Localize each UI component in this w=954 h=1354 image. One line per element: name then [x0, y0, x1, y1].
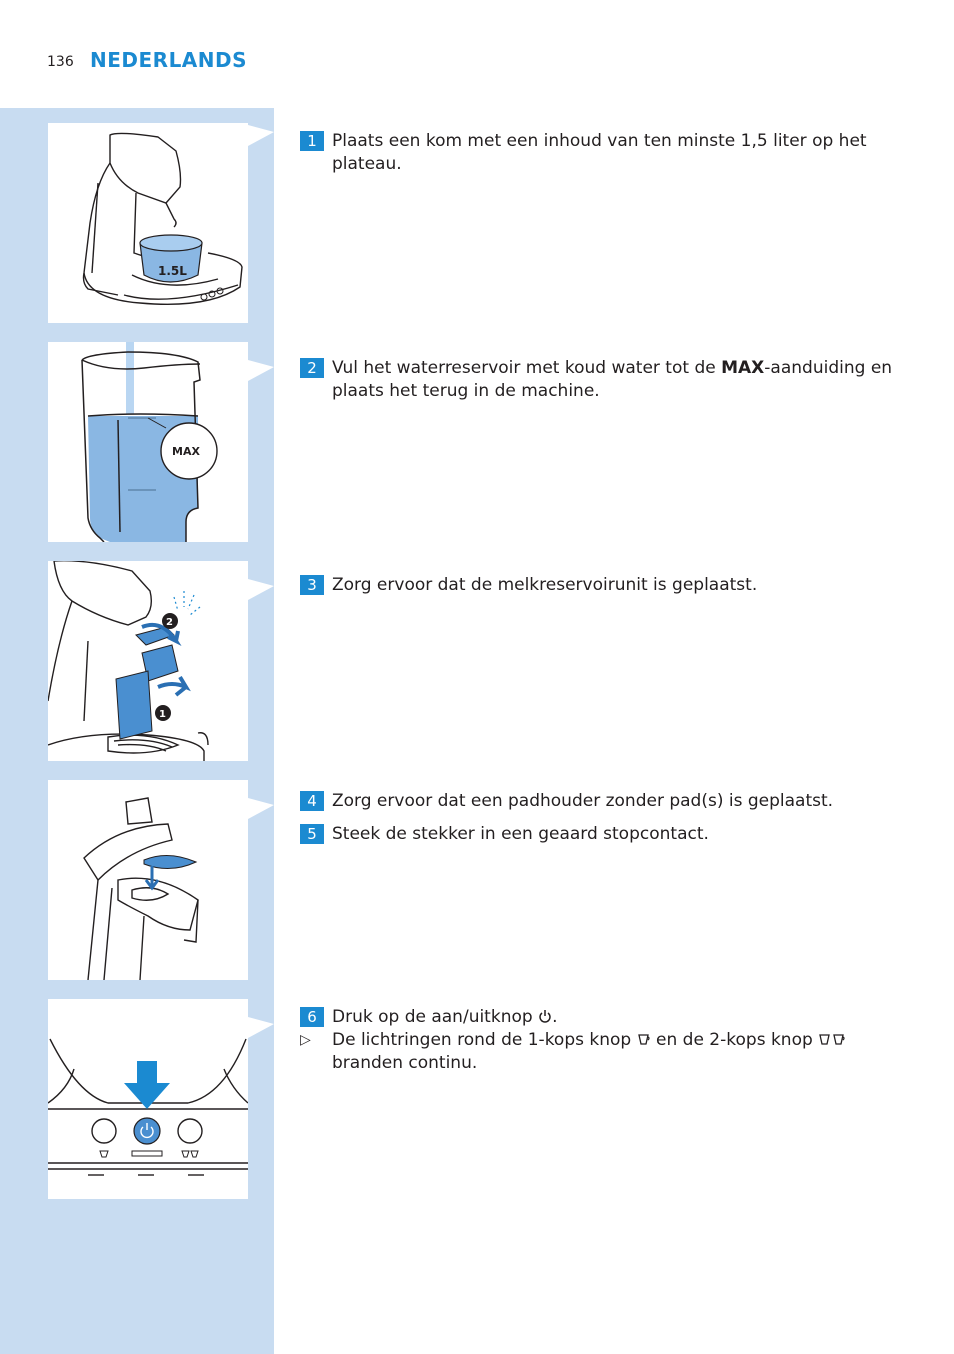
- capacity-label: 1.5L: [158, 264, 187, 278]
- milk-container-part: [116, 671, 152, 739]
- insert-arrow: [158, 677, 186, 695]
- marker-one: 1: [159, 709, 166, 720]
- result-text-part3: branden continu.: [332, 1053, 478, 1073]
- figure-milk-reservoir-unit: [48, 561, 248, 761]
- figure-pad-holder: [48, 780, 248, 980]
- step-text: Steek de stekker in een geaard stopcontact.: [332, 824, 709, 844]
- max-label: MAX: [172, 445, 200, 458]
- step-text-after: -aanduiding en plaats het terug in de machine.: [332, 358, 893, 401]
- power-icon: [538, 1009, 552, 1024]
- result-text: [332, 1029, 900, 1075]
- step-text: Zorg ervoor dat een padhouder zonder pad(s) is geplaatst.: [332, 791, 834, 811]
- milk-unit-illustration: [48, 561, 248, 761]
- step-text-end: .: [552, 1007, 558, 1027]
- figure-pointer: [248, 360, 274, 381]
- control-panel-illustration: [48, 999, 248, 1199]
- figure-water-reservoir: [48, 342, 248, 542]
- pad-holder-illustration: [48, 780, 248, 980]
- one-cup-icon: [637, 1032, 651, 1047]
- figure-pointer: [248, 798, 274, 819]
- figure-pointer: [248, 125, 274, 146]
- step-number-badge: 4: [300, 791, 324, 811]
- step-text-before: Vul het waterreservoir met koud water tot de: [332, 358, 722, 378]
- step-text: [332, 357, 900, 403]
- step-text: [332, 1006, 900, 1029]
- two-cup-icon: [818, 1032, 846, 1047]
- result-arrow-icon: ▷: [300, 1032, 311, 1048]
- result-text-part2: en de 2-kops knop: [656, 1030, 813, 1050]
- figure-bowl-on-tray: [48, 123, 248, 323]
- step-number-badge: 6: [300, 1007, 324, 1027]
- step-number-badge: 1: [300, 131, 324, 151]
- page-number: 136: [47, 54, 74, 70]
- step-number-badge: 5: [300, 824, 324, 844]
- result-text-part1: De lichtringen rond de 1-kops knop: [332, 1030, 632, 1050]
- place-arrow: [146, 866, 158, 888]
- water-stream: [126, 342, 134, 414]
- section-title: NEDERLANDS: [90, 48, 248, 72]
- power-button-shape: [134, 1118, 160, 1144]
- marker-two: 2: [166, 617, 173, 628]
- step-text: Zorg ervoor dat de melkreservoirunit is geplaatst.: [332, 575, 758, 595]
- press-arrow: [124, 1061, 170, 1109]
- figure-pointer: [248, 1017, 274, 1038]
- figure-control-panel: [48, 999, 248, 1199]
- water-reservoir-illustration: [48, 342, 248, 542]
- step-text-main: Druk op de aan/uitknop: [332, 1007, 533, 1027]
- step-number-badge: 2: [300, 358, 324, 378]
- coffee-machine-bowl-illustration: [48, 123, 248, 323]
- max-keyword: MAX: [721, 358, 765, 378]
- step-number-badge: 3: [300, 575, 324, 595]
- step-text: Plaats een kom met een inhoud van ten minste 1,5 liter op het plateau.: [332, 131, 867, 174]
- figure-pointer: [248, 579, 274, 600]
